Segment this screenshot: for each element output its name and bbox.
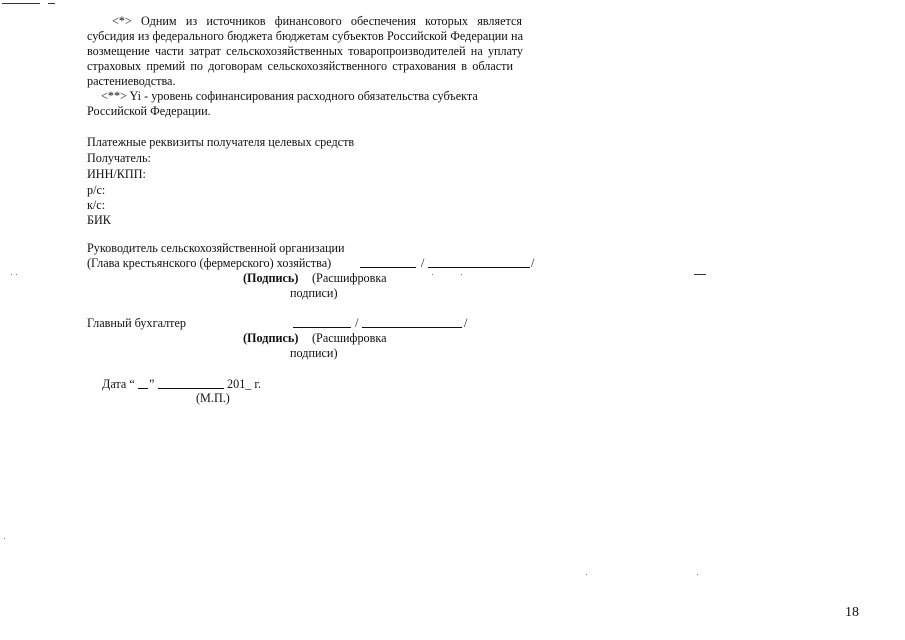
scan-mark: [48, 3, 55, 4]
head-title-line-2: (Глава крестьянского (фермерского) хозяйства): [87, 256, 332, 270]
date-day-line: [138, 377, 148, 389]
footnote-1-line-5: растениеводства.: [87, 74, 176, 88]
footnote-1-line-2: субсидия из федерального бюджета бюджетам субъектов Российской Федерации на: [87, 29, 523, 43]
head-signature-slash-left: /: [421, 256, 425, 270]
recipient-label: Получатель:: [87, 151, 151, 165]
scan-dot: [432, 274, 433, 275]
accountant-decode-caption-2: подписи): [290, 346, 338, 360]
head-title-line-1: Руководитель сельскохозяйственной организации: [87, 241, 345, 255]
scan-dot: [461, 274, 462, 275]
accountant-signature-slash-left: /: [355, 316, 359, 330]
accountant-name-line: [362, 316, 462, 328]
head-signature-line: [360, 256, 416, 268]
stamp-placeholder: (М.П.): [196, 391, 230, 405]
page-number: 18: [845, 605, 859, 620]
accountant-decode-caption-1: (Расшифровка: [312, 331, 387, 345]
scan-dot: [11, 274, 12, 275]
bik-label: БИК: [87, 213, 111, 227]
head-sign-caption: (Подпись): [243, 271, 299, 285]
date-prefix: Дата “: [102, 377, 135, 391]
scan-mark: [2, 3, 40, 4]
scan-dot: [16, 274, 17, 275]
head-name-line: [428, 256, 530, 268]
scan-dot: [697, 574, 698, 575]
date-month-line: [158, 377, 224, 389]
accountant-signature-slash-right: /: [464, 316, 468, 330]
footnote-2-line-1: <**> Yi - уровень софинансирования расходного обязательства субъекта: [101, 89, 478, 103]
date-closing-quote: ”: [149, 377, 155, 391]
head-decode-caption-1: (Расшифровка: [312, 271, 387, 285]
footnote-1-line-4: страховых премий по договорам сельскохозяйственного страхования в области: [87, 59, 513, 73]
correspondent-account-label: к/с:: [87, 198, 106, 212]
payment-details-title: Платежные реквизиты получателя целевых средств: [87, 135, 355, 149]
settlement-account-label: р/с:: [87, 183, 106, 197]
scan-dot: [4, 538, 5, 539]
footnote-1-line-3: возмещение части затрат сельскохозяйственных товаропроизводителей на уплату: [87, 44, 523, 58]
head-decode-caption-2: подписи): [290, 286, 338, 300]
footnote-2-line-2: Российской Федерации.: [87, 104, 211, 118]
date-year: 201_ г.: [227, 377, 262, 391]
accountant-sign-caption: (Подпись): [243, 331, 299, 345]
scan-dot: [586, 574, 587, 575]
footnote-1-line-1: <*> Одним из источников финансового обеспечения которых является: [112, 14, 522, 28]
scan-mark: [694, 274, 706, 275]
inn-kpp-label: ИНН/КПП:: [87, 167, 146, 181]
chief-accountant-label: Главный бухгалтер: [87, 316, 187, 330]
head-signature-slash-right: /: [531, 256, 535, 270]
accountant-signature-line: [293, 316, 351, 328]
